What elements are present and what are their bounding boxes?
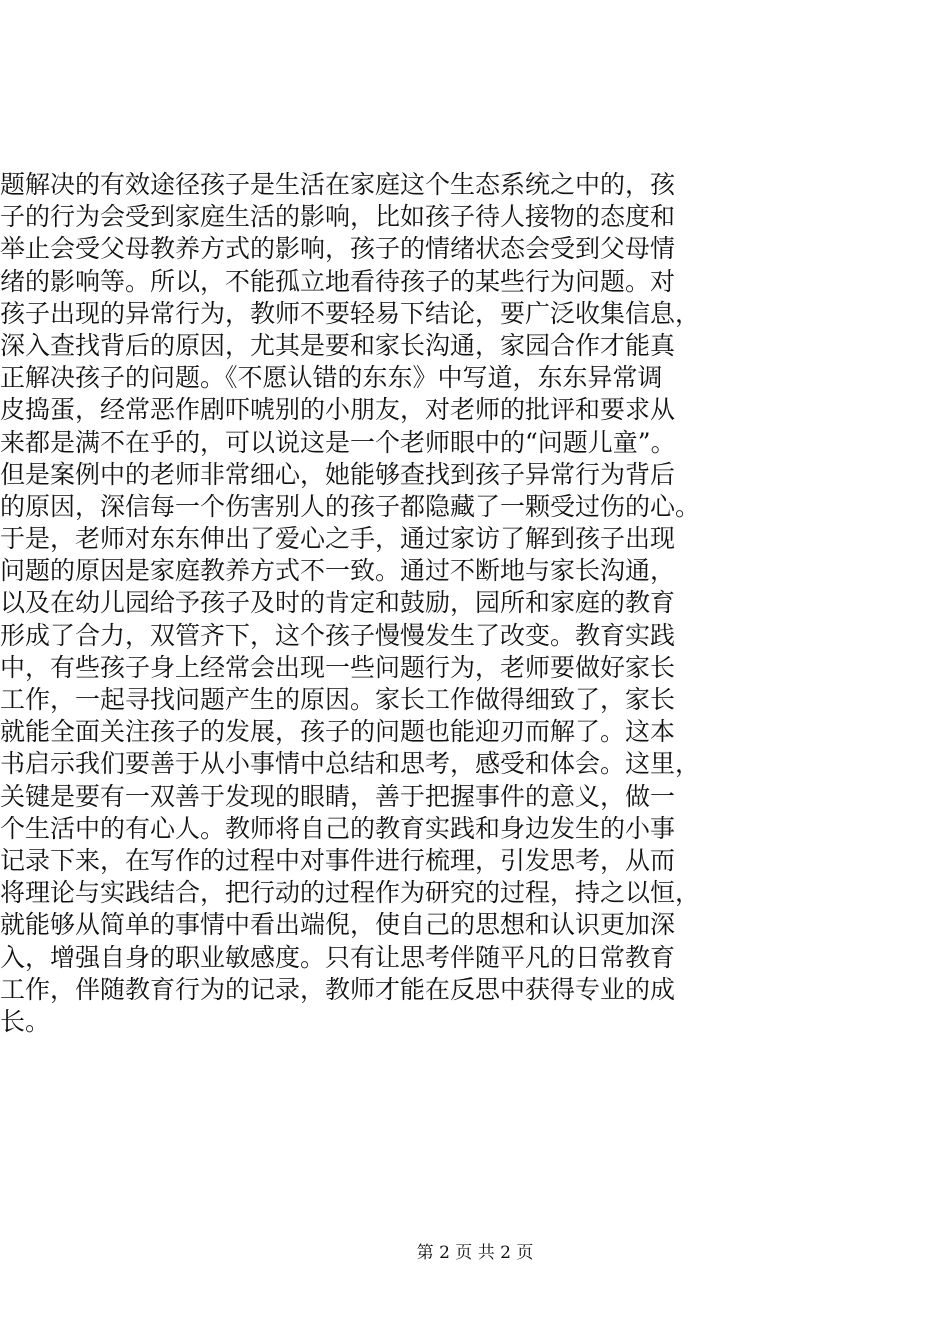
text-line: 问题的原因是家庭教养方式不一致。通过不断地与家长沟通， xyxy=(0,556,676,586)
text-line: 工作，伴随教育行为的记录，教师才能在反思中获得专业的成 xyxy=(0,974,676,1004)
text-line: 正解决孩子的问题。《不愿认错的东东》中写道，东东异常调 xyxy=(0,363,663,393)
text-line: 子的行为会受到家庭生活的影响，比如孩子待人接物的态度和 xyxy=(0,202,676,232)
text-line: 就能全面关注孩子的发展，孩子的问题也能迎刃而解了。这本 xyxy=(0,717,676,747)
text-line: 以及在幼儿园给予孩子及时的肯定和鼓励，园所和家庭的教育 xyxy=(0,588,676,618)
text-line: 的原因，深信每一个伤害别人的孩子都隐藏了一颗受过伤的心。 xyxy=(0,491,701,521)
text-line: 工作，一起寻找问题产生的原因。家长工作做得细致了，家长 xyxy=(0,685,676,714)
text-line: 深入查找背后的原因，尤其是要和家长沟通，家园合作才能真 xyxy=(0,330,676,360)
text-line: 将理论与实践结合，把行动的过程作为研究的过程，持之以恒， xyxy=(0,878,701,908)
text-line: 就能够从简单的事情中看出端倪，使自己的思想和认识更加深 xyxy=(0,910,676,940)
body-paragraph xyxy=(0,169,950,1038)
text-line: 于是，老师对东东伸出了爱心之手，通过家访了解到孩子出现 xyxy=(0,524,676,554)
text-line: 孩子出现的异常行为，教师不要轻易下结论，要广泛收集信息， xyxy=(0,298,701,328)
text-line: 长。 xyxy=(0,1006,51,1036)
text-line: 皮捣蛋，经常恶作剧吓唬别的小朋友，对老师的批评和要求从 xyxy=(0,395,676,425)
text-line: 但是案例中的老师非常细心，她能够查找到孩子异常行为背后 xyxy=(0,459,676,489)
text-line: 题解决的有效途径孩子是生活在家庭这个生态系统之中的，孩 xyxy=(0,170,676,199)
text-line: 个生活中的有心人。教师将自己的教育实践和身边发生的小事 xyxy=(0,813,676,843)
page-number-footer: 第 2 页 共 2 页 xyxy=(416,1243,534,1263)
text-line: 形成了合力，双管齐下，这个孩子慢慢发生了改变。教育实践 xyxy=(0,620,676,650)
text-line: 绪的影响等。所以，不能孤立地看待孩子的某些行为问题。对 xyxy=(0,266,676,296)
text-line: 关键是要有一双善于发现的眼睛，善于把握事件的意义，做一 xyxy=(0,781,676,811)
text-line: 来都是满不在乎的，可以说这是一个老师眼中的“问题儿童”。 xyxy=(0,427,676,457)
text-line: 入，增强自身的职业敏感度。只有让思考伴随平凡的日常教育 xyxy=(0,942,676,972)
text-line: 记录下来，在写作的过程中对事件进行梳理，引发思考，从而 xyxy=(0,845,676,875)
text-line: 书启示我们要善于从小事情中总结和思考，感受和体会。这里， xyxy=(0,749,701,779)
text-line: 举止会受父母教养方式的影响，孩子的情绪状态会受到父母情 xyxy=(0,234,676,264)
text-line: 中，有些孩子身上经常会出现一些问题行为，老师要做好家长 xyxy=(0,652,676,682)
